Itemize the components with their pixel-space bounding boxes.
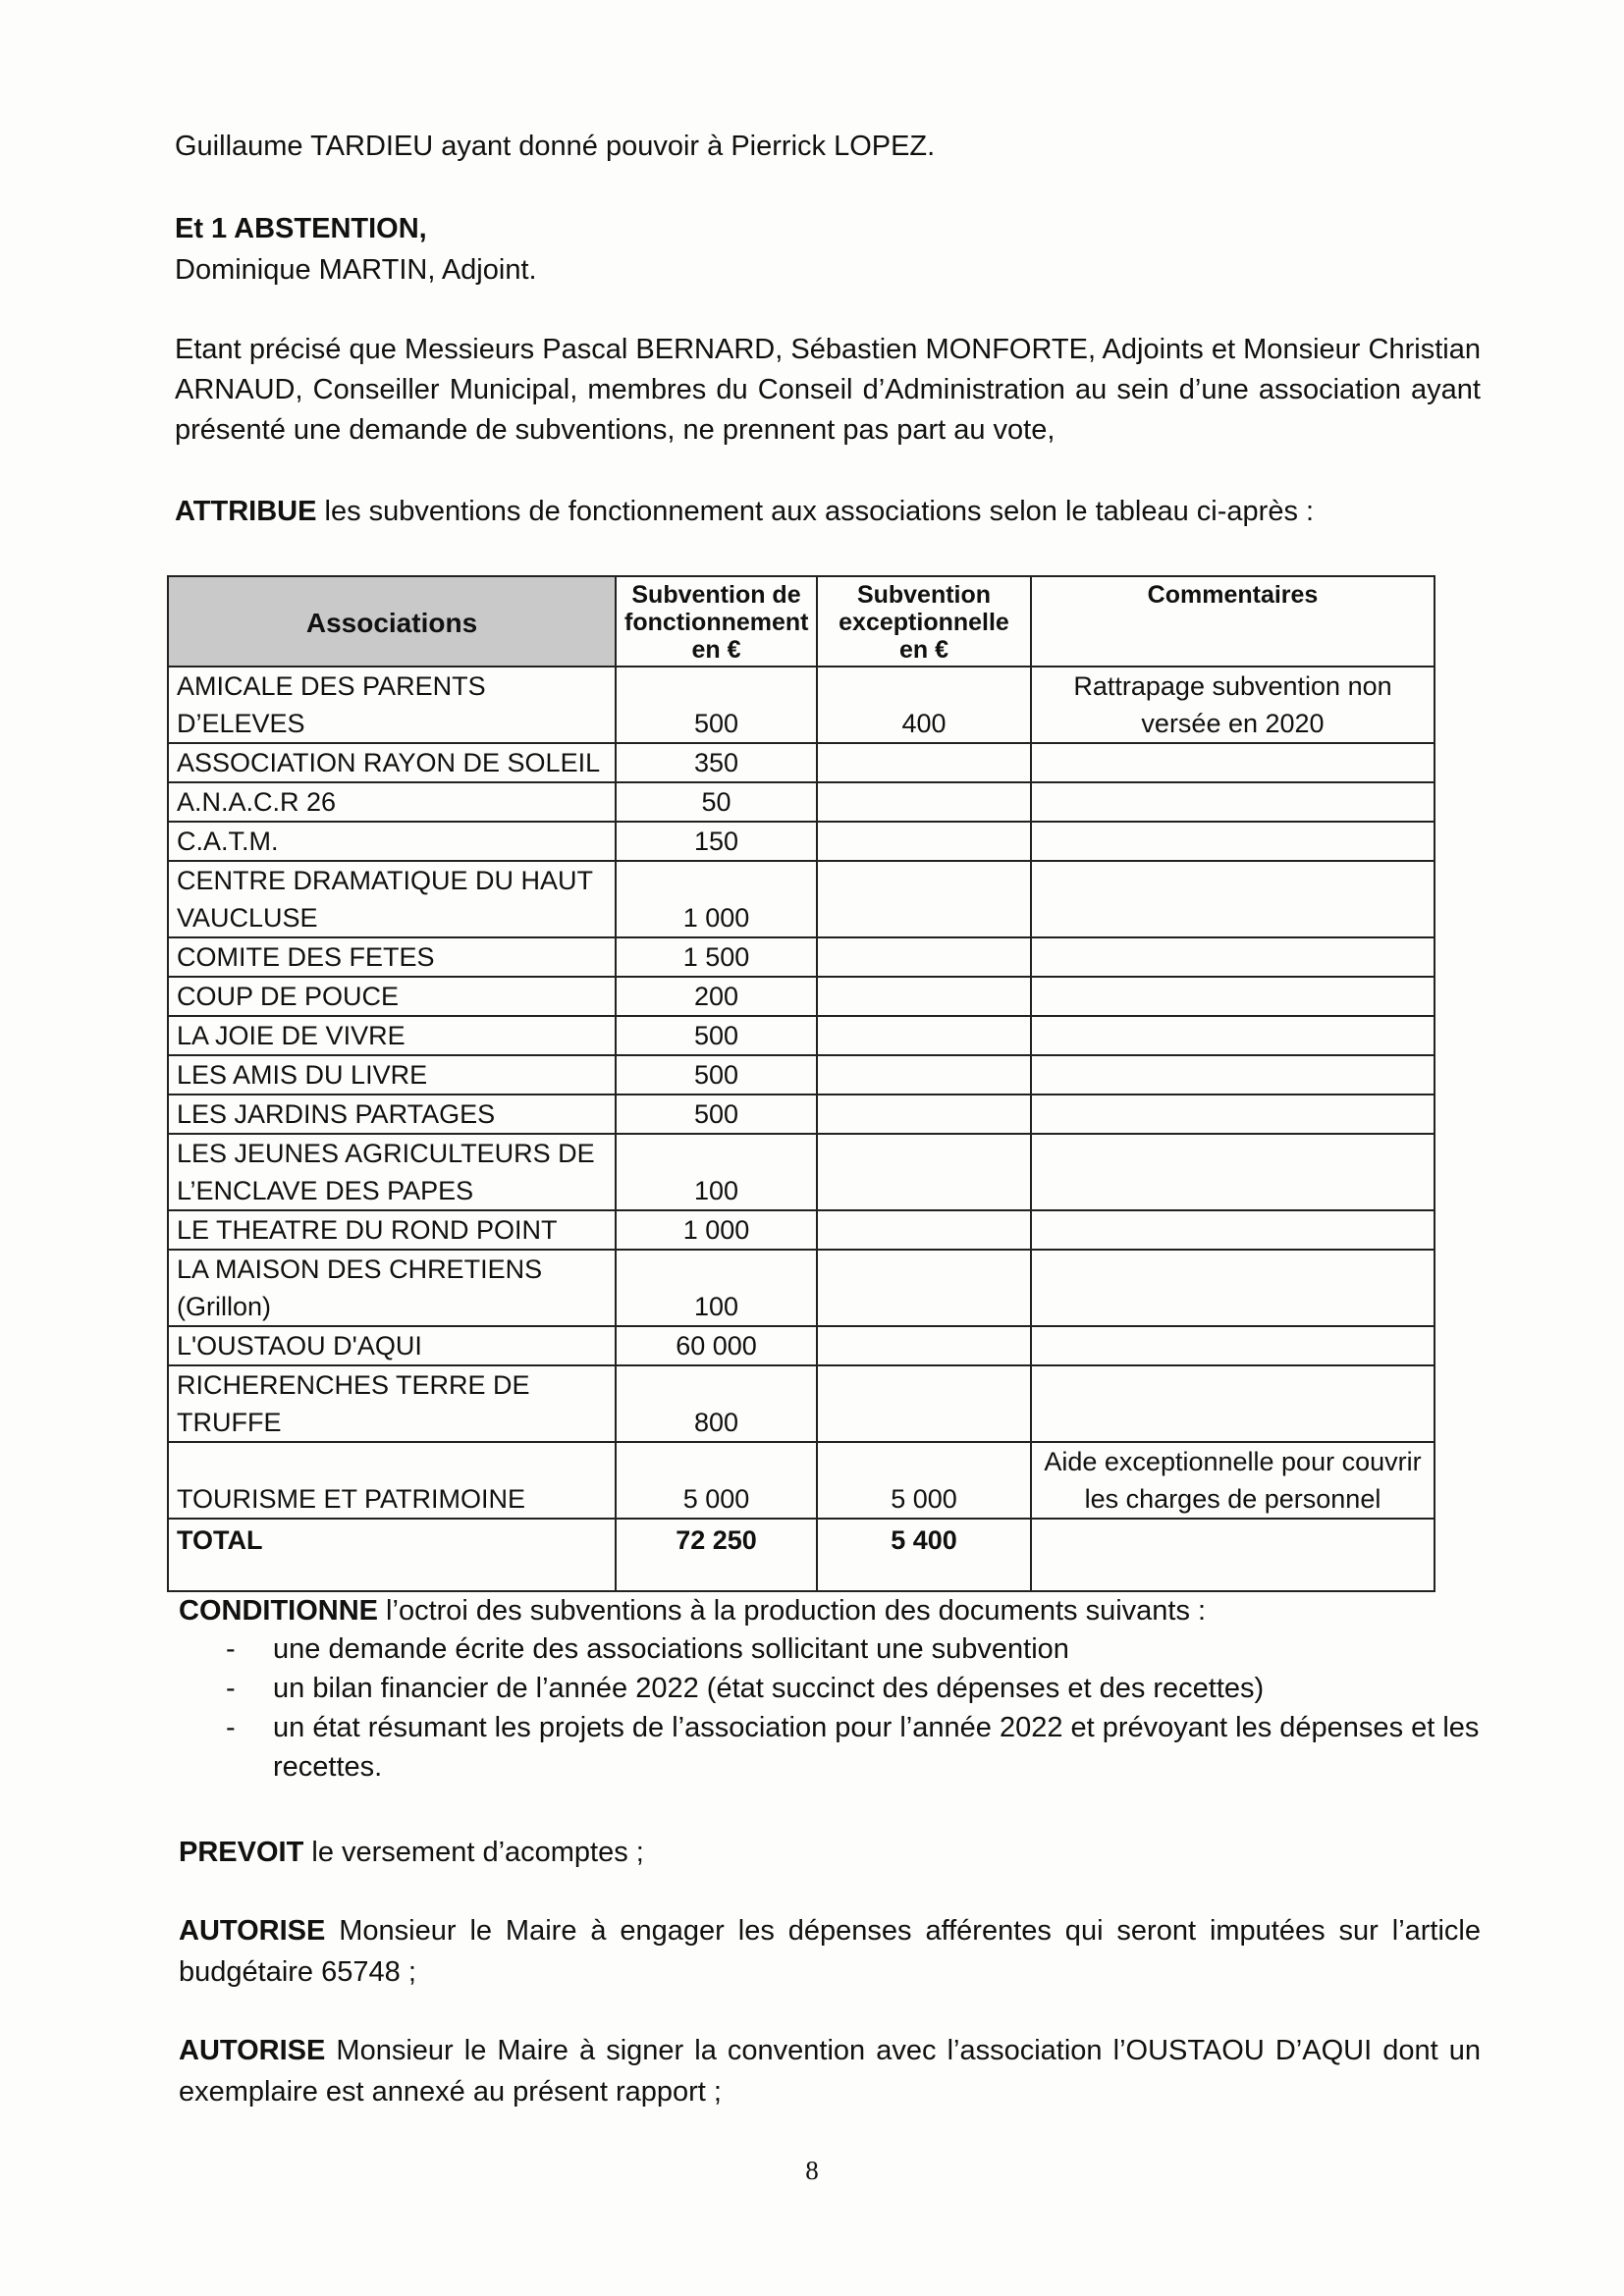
table-row — [168, 1095, 1435, 1134]
association-name-cell: A.N.A.C.R 26 — [168, 782, 616, 822]
exceptionnelle-cell — [817, 1055, 1031, 1095]
table-row — [168, 743, 1435, 782]
commentaire-cell — [1031, 1016, 1435, 1055]
exceptionnelle-cell: 400 — [817, 667, 1031, 743]
autorise-depenses-text: Monsieur le Maire à engager les dépenses afférentes qui seront imputées sur l’article budgétaire 65748 ; — [179, 1915, 1481, 1988]
total-fonctionnement-cell: 72 250 — [616, 1519, 817, 1591]
conditionne-text: l’octroi des subventions à la production des documents suivants : — [378, 1595, 1207, 1627]
table-row — [168, 1442, 1435, 1519]
autorise-keyword: AUTORISE — [179, 1915, 326, 1947]
page-number: 8 — [805, 2156, 819, 2185]
commentaire-cell: Aide exceptionnelle pour couvrir les charges de personnel — [1031, 1442, 1435, 1519]
fonctionnement-cell: 1 000 — [616, 861, 817, 937]
header-fonctionnement: Subvention de fonctionnement en € — [616, 576, 817, 667]
fonctionnement-cell: 100 — [616, 1134, 817, 1210]
fonctionnement-cell: 200 — [616, 977, 817, 1016]
list-item — [175, 1629, 1490, 1669]
association-name-cell: C.A.T.M. — [168, 822, 616, 861]
exceptionnelle-cell — [817, 1134, 1031, 1210]
association-name-cell: LA JOIE DE VIVRE — [168, 1016, 616, 1055]
association-name-cell: L'OUSTAOU D'AQUI — [168, 1326, 616, 1365]
fonctionnement-cell: 500 — [616, 1016, 817, 1055]
conditionne-paragraph — [179, 1590, 1485, 1631]
fonctionnement-cell: 500 — [616, 667, 817, 743]
table-row — [168, 1210, 1435, 1250]
commentaire-cell: Rattrapage subvention non versée en 2020 — [1031, 667, 1435, 743]
table-row — [168, 861, 1435, 937]
bullet-dash: - — [226, 1673, 236, 1704]
exceptionnelle-cell: 5 000 — [817, 1442, 1031, 1519]
association-name-cell: LES JEUNES AGRICULTEURS DE L’ENCLAVE DES PAPES — [168, 1134, 616, 1210]
commentaire-cell — [1031, 977, 1435, 1016]
subventions-table — [167, 575, 1435, 1592]
fonctionnement-cell: 500 — [616, 1055, 817, 1095]
commentaire-cell — [1031, 1250, 1435, 1326]
commentaire-cell — [1031, 1055, 1435, 1095]
fonctionnement-cell: 100 — [616, 1250, 817, 1326]
prevoit-paragraph — [179, 1832, 1485, 1873]
association-name-cell: RICHERENCHES TERRE DE TRUFFE — [168, 1365, 616, 1442]
fonctionnement-cell: 500 — [616, 1095, 817, 1134]
association-name-cell: CENTRE DRAMATIQUE DU HAUT VAUCLUSE — [168, 861, 616, 937]
commentaire-cell — [1031, 861, 1435, 937]
exceptionnelle-cell — [817, 1016, 1031, 1055]
association-name-cell: LES AMIS DU LIVRE — [168, 1055, 616, 1095]
commentaire-cell — [1031, 937, 1435, 977]
association-name-cell: LE THEATRE DU ROND POINT — [168, 1210, 616, 1250]
prevoit-keyword: PREVOIT — [179, 1837, 304, 1868]
table-row — [168, 1326, 1435, 1365]
exceptionnelle-cell — [817, 1095, 1031, 1134]
header-commentaires: Commentaires — [1031, 576, 1435, 667]
commentaire-cell — [1031, 743, 1435, 782]
prevoit-text: le versement d’acomptes ; — [303, 1837, 644, 1868]
table-body — [168, 667, 1435, 1591]
documents-list — [175, 1629, 1490, 1787]
exceptionnelle-cell — [817, 822, 1031, 861]
header-associations: Associations — [168, 576, 616, 667]
autorise-keyword: AUTORISE — [179, 2035, 326, 2066]
list-item — [175, 1708, 1490, 1787]
fonctionnement-cell: 150 — [616, 822, 817, 861]
autorise-convention-text: Monsieur le Maire à signer la convention avec l’association l’OUSTAOU D’AQUI dont un exemplaire est annexé au présent rapport ; — [179, 2035, 1481, 2108]
association-name-cell: LA MAISON DES CHRETIENS (Grillon) — [168, 1250, 616, 1326]
commentaire-cell — [1031, 1365, 1435, 1442]
fonctionnement-cell: 1 000 — [616, 1210, 817, 1250]
fonctionnement-cell: 5 000 — [616, 1442, 817, 1519]
table-row — [168, 822, 1435, 861]
commentaire-cell — [1031, 782, 1435, 822]
commentaire-cell — [1031, 1210, 1435, 1250]
total-commentaire-cell — [1031, 1519, 1435, 1591]
exceptionnelle-cell — [817, 861, 1031, 937]
list-item-text: une demande écrite des associations sollicitant une subvention — [273, 1633, 1069, 1665]
fonctionnement-cell: 1 500 — [616, 937, 817, 977]
table-row — [168, 937, 1435, 977]
fonctionnement-cell: 800 — [616, 1365, 817, 1442]
association-name-cell: ASSOCIATION RAYON DE SOLEIL — [168, 743, 616, 782]
table-row — [168, 1055, 1435, 1095]
commentaire-cell — [1031, 1326, 1435, 1365]
exceptionnelle-cell — [817, 1250, 1031, 1326]
abstention-title: Et 1 ABSTENTION, — [175, 213, 427, 244]
autorise-convention-paragraph — [179, 2030, 1481, 2112]
association-name-cell: TOURISME ET PATRIMOINE — [168, 1442, 616, 1519]
association-name-cell: LES JARDINS PARTAGES — [168, 1095, 616, 1134]
table-row — [168, 667, 1435, 743]
header-exceptionnelle: Subvention exceptionnelle en € — [817, 576, 1031, 667]
attribue-keyword: ATTRIBUE — [175, 496, 317, 527]
table-row — [168, 782, 1435, 822]
list-item-text: un état résumant les projets de l’association pour l’année 2022 et prévoyant les dépenses et les recettes. — [273, 1712, 1480, 1783]
exceptionnelle-cell — [817, 1326, 1031, 1365]
attribue-text: les subventions de fonctionnement aux associations selon le tableau ci-après : — [316, 496, 1315, 527]
association-name-cell: COUP DE POUCE — [168, 977, 616, 1016]
fonctionnement-cell: 60 000 — [616, 1326, 817, 1365]
proxy-paragraph: Guillaume TARDIEU ayant donné pouvoir à Pierrick LOPEZ. — [175, 131, 936, 162]
bullet-dash: - — [226, 1633, 236, 1665]
total-row — [168, 1519, 1435, 1591]
autorise-depenses-paragraph — [179, 1910, 1481, 1993]
exceptionnelle-cell — [817, 937, 1031, 977]
association-name-cell: AMICALE DES PARENTS D’ELEVES — [168, 667, 616, 743]
table-row — [168, 1134, 1435, 1210]
list-item-text: un bilan financier de l’année 2022 (état succinct des dépenses et des recettes) — [273, 1673, 1265, 1704]
table-header-row — [168, 576, 1435, 667]
bullet-dash: - — [226, 1712, 236, 1743]
exceptionnelle-cell — [817, 743, 1031, 782]
exceptionnelle-cell — [817, 1365, 1031, 1442]
commentaire-cell — [1031, 1095, 1435, 1134]
exceptionnelle-cell — [817, 1210, 1031, 1250]
conditionne-keyword: CONDITIONNE — [179, 1595, 378, 1627]
table-row — [168, 977, 1435, 1016]
commentaire-cell — [1031, 822, 1435, 861]
attribue-paragraph — [175, 491, 1481, 532]
list-item — [175, 1669, 1490, 1708]
association-name-cell: COMITE DES FETES — [168, 937, 616, 977]
table-row — [168, 1016, 1435, 1055]
total-exceptionnelle-cell: 5 400 — [817, 1519, 1031, 1591]
exceptionnelle-cell — [817, 782, 1031, 822]
exceptionnelle-cell — [817, 977, 1031, 1016]
table-row — [168, 1365, 1435, 1442]
fonctionnement-cell: 50 — [616, 782, 817, 822]
non-voting-paragraph: Etant précisé que Messieurs Pascal BERNARD, Sébastien MONFORTE, Adjoints et Monsieur Christian ARNAUD, Conseiller Municipal, membres du Conseil d’Administration au sein d’une association ayant présenté une demande de subventions, ne prennent pas part au vote, — [175, 334, 1481, 446]
abstention-member: Dominique MARTIN, Adjoint. — [175, 254, 537, 286]
table-row — [168, 1250, 1435, 1326]
commentaire-cell — [1031, 1134, 1435, 1210]
total-label-cell: TOTAL — [168, 1519, 616, 1591]
fonctionnement-cell: 350 — [616, 743, 817, 782]
